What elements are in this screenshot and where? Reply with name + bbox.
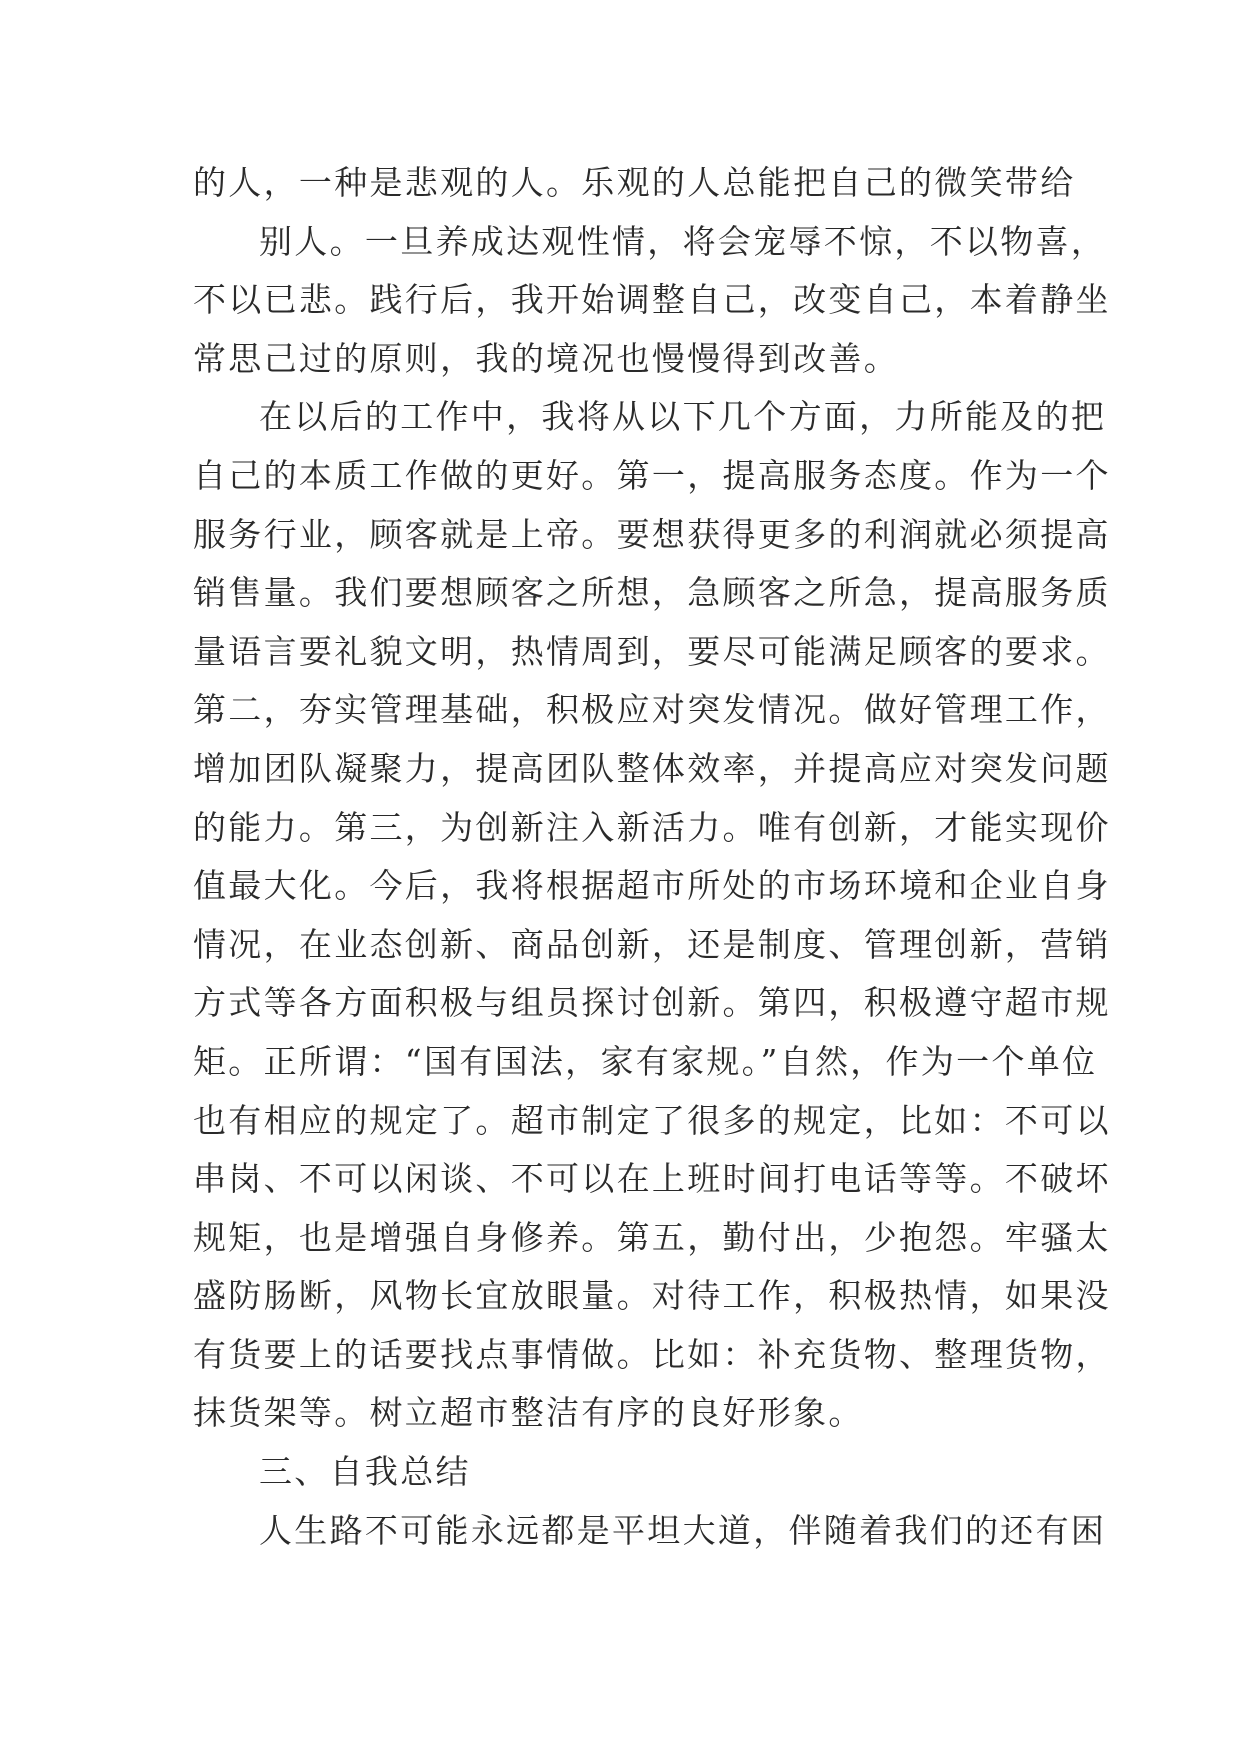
- text-line: 矩。正所谓：“国有国法，家有家规。”自然，作为一个单位: [193, 1041, 1098, 1081]
- text-line: 不以已悲。践行后，我开始调整自己，改变自己，本着静坐: [193, 280, 1111, 320]
- text-line: 方式等各方面积极与组员探讨创新。第四，积极遵守超市规: [193, 983, 1111, 1023]
- text-line: 也有相应的规定了。超市制定了很多的规定，比如：不可以: [193, 1100, 1111, 1140]
- text-line: 服务行业，顾客就是上帝。要想获得更多的利润就必须提高: [193, 514, 1111, 554]
- text-line: 在以后的工作中，我将从以下几个方面，力所能及的把: [259, 397, 1107, 437]
- text-line: 的人，一种是悲观的人。乐观的人总能把自己的微笑带给: [193, 163, 1076, 202]
- text-line: 抹货架等。树立超市整洁有序的良好形象。: [193, 1393, 864, 1433]
- text-line: 别人。一旦养成达观性情，将会宠辱不惊，不以物喜，: [259, 221, 1107, 261]
- text-line: 增加团队凝聚力，提高团队整体效率，并提高应对突发问题: [193, 748, 1111, 788]
- text-line: 第二，夯实管理基础，积极应对突发情况。做好管理工作，: [193, 690, 1111, 730]
- text-line: 人生路不可能永远都是平坦大道，伴随着我们的还有困: [259, 1510, 1107, 1550]
- text-line: 的能力。第三，为创新注入新活力。唯有创新，才能实现价: [193, 807, 1111, 847]
- text-line: 情况，在业态创新、商品创新，还是制度、管理创新，营销: [193, 924, 1111, 964]
- section-heading: 三、自我总结: [259, 1452, 471, 1492]
- text-line: 自己的本质工作做的更好。第一，提高服务态度。作为一个: [193, 455, 1111, 495]
- text-line: 盛防肠断，风物长宜放眼量。对待工作，积极热情，如果没: [193, 1276, 1111, 1316]
- text-line: 量语言要礼貌文明，热情周到，要尽可能满足顾客的要求。: [193, 631, 1111, 671]
- text-line: 值最大化。今后，我将根据超市所处的市场环境和企业自身: [193, 866, 1111, 906]
- text-line: 串岗、不可以闲谈、不可以在上班时间打电话等等。不破坏: [193, 1159, 1111, 1199]
- text-line: 销售量。我们要想顾客之所想，急顾客之所急，提高服务质: [193, 573, 1111, 613]
- body-text: [193, 154, 1111, 1560]
- text-line: 规矩，也是增强自身修养。第五，勤付出，少抱怨。牢骚太: [193, 1217, 1111, 1257]
- text-line: 有货要上的话要找点事情做。比如：补充货物、整理货物，: [193, 1334, 1111, 1374]
- text-line: 常思己过的原则，我的境况也慢慢得到改善。: [193, 338, 899, 378]
